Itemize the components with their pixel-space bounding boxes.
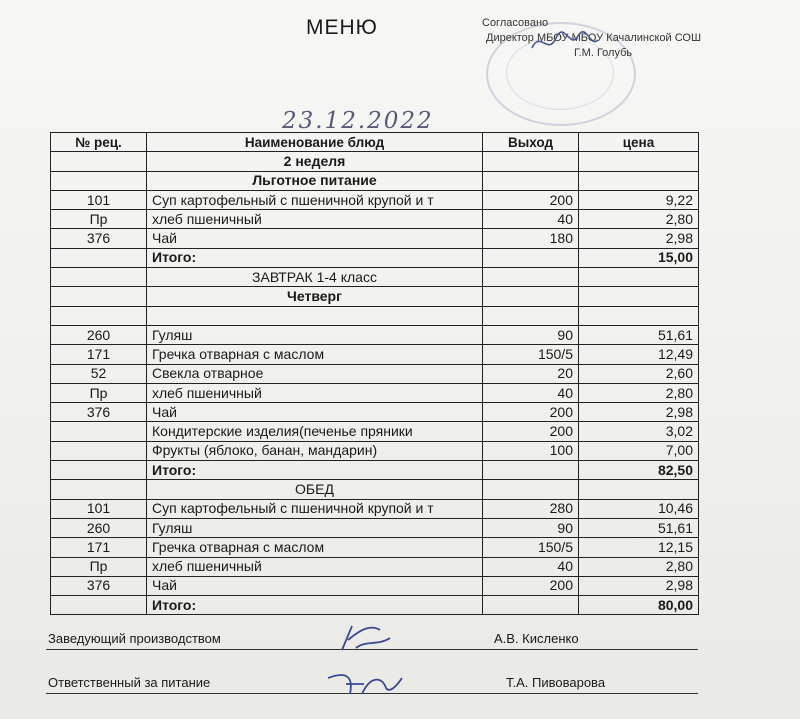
dish-output: 200 (483, 190, 579, 209)
menu-table (50, 132, 699, 615)
approval-line-1: Согласовано (482, 17, 549, 29)
col-header-name: Наименование блюд (147, 133, 483, 152)
total-value: 80,00 (579, 596, 699, 615)
recipe-num: Пр (51, 383, 147, 402)
section-title-row (51, 171, 699, 190)
menu-date: 23.12.2022 (282, 108, 434, 134)
total-label: Итого: (147, 596, 483, 615)
dish-output: 150/5 (483, 345, 579, 364)
recipe-num: 52 (51, 364, 147, 383)
table-row (51, 422, 699, 441)
responsible-label: Ответственный за питание (48, 675, 211, 690)
dish-output: 150/5 (483, 538, 579, 557)
recipe-num (51, 422, 147, 441)
responsible-name: Т.А. Пивоварова (506, 675, 606, 690)
dish-price: 51,61 (579, 325, 699, 344)
recipe-num: Пр (51, 557, 147, 576)
dish-name: Чай (147, 229, 483, 248)
dish-name: хлеб пшеничный (147, 383, 483, 402)
week-label: 2 неделя (147, 152, 483, 171)
dish-output: 100 (483, 441, 579, 460)
col-header-output: Выход (483, 133, 579, 152)
dish-output: 40 (483, 210, 579, 229)
dish-name: Гречка отварная с маслом (147, 538, 483, 557)
head-of-production-row (46, 628, 698, 650)
dish-price: 3,02 (579, 422, 699, 441)
dish-price: 2,80 (579, 557, 699, 576)
total-label: Итого: (147, 248, 483, 267)
recipe-num: 171 (51, 345, 147, 364)
dish-name: Суп картофельный с пшеничной крупой и т (147, 499, 483, 518)
dish-price: 10,46 (579, 499, 699, 518)
dish-price: 9,22 (579, 190, 699, 209)
recipe-num (51, 441, 147, 460)
dish-output: 180 (483, 229, 579, 248)
dish-name: Свекла отварное (147, 364, 483, 383)
table-row (51, 576, 699, 595)
table-row (51, 403, 699, 422)
table-row (51, 518, 699, 537)
signature-block (46, 628, 698, 694)
dish-name: Фрукты (яблоко, банан, мандарин) (147, 441, 483, 460)
head-of-production-label: Заведующий производством (48, 631, 221, 646)
dish-price: 2,80 (579, 383, 699, 402)
approval-line-2: Директор МБОУ МБОУ Качалинской СОШ (486, 32, 702, 44)
table-row (51, 383, 699, 402)
dish-price: 51,61 (579, 518, 699, 537)
dish-name: Чай (147, 576, 483, 595)
dish-output: 90 (483, 325, 579, 344)
dish-name: хлеб пшеничный (147, 557, 483, 576)
section-title-lgot: Льготное питание (147, 171, 483, 190)
table-header-row (51, 133, 699, 152)
dish-output: 90 (483, 518, 579, 537)
recipe-num: 260 (51, 518, 147, 537)
dish-name: Кондитерские изделия(печенье пряники (147, 422, 483, 441)
table-row (51, 345, 699, 364)
dish-name: Гуляш (147, 325, 483, 344)
dish-name: Суп картофельный с пшеничной крупой и т (147, 190, 483, 209)
recipe-num: 171 (51, 538, 147, 557)
col-header-price: цена (579, 133, 699, 152)
table-row (51, 229, 699, 248)
col-header-recipe: № рец. (51, 133, 147, 152)
responsible-row (46, 672, 698, 694)
table-row (51, 325, 699, 344)
section-title-lunch: ОБЕД (147, 480, 483, 499)
responsible-signature (324, 664, 404, 710)
dish-output: 200 (483, 403, 579, 422)
recipe-num: 376 (51, 576, 147, 595)
dish-output: 40 (483, 383, 579, 402)
empty-row (51, 306, 699, 325)
dish-name: Гречка отварная с маслом (147, 345, 483, 364)
recipe-num: 260 (51, 325, 147, 344)
recipe-num: Пр (51, 210, 147, 229)
dish-price: 12,49 (579, 345, 699, 364)
week-row (51, 152, 699, 171)
head-of-production-name: А.В. Кисленко (494, 631, 579, 646)
recipe-num: 376 (51, 403, 147, 422)
section-title-row (51, 268, 699, 287)
dish-price: 12,15 (579, 538, 699, 557)
dish-price: 2,98 (579, 229, 699, 248)
recipe-num: 101 (51, 190, 147, 209)
dish-output: 20 (483, 364, 579, 383)
section-title-breakfast: ЗАВТРАК 1-4 класс (147, 268, 483, 287)
total-row (51, 248, 699, 267)
recipe-num: 376 (51, 229, 147, 248)
table-row (51, 557, 699, 576)
dish-name: Гуляш (147, 518, 483, 537)
dish-output: 200 (483, 422, 579, 441)
table-row (51, 364, 699, 383)
total-row (51, 461, 699, 480)
dish-name: Чай (147, 403, 483, 422)
total-row (51, 596, 699, 615)
head-signature (336, 620, 396, 666)
total-value: 15,00 (579, 248, 699, 267)
dish-output: 40 (483, 557, 579, 576)
dish-name: хлеб пшеничный (147, 210, 483, 229)
table-row (51, 441, 699, 460)
section-title-row (51, 480, 699, 499)
dish-price: 2,80 (579, 210, 699, 229)
dish-output: 280 (483, 499, 579, 518)
recipe-num: 101 (51, 499, 147, 518)
page-title: МЕНЮ (306, 16, 378, 39)
dish-output: 200 (483, 576, 579, 595)
table-row (51, 210, 699, 229)
day-label: Четверг (147, 287, 483, 306)
table-row (51, 538, 699, 557)
table-row (51, 499, 699, 518)
dish-price: 2,98 (579, 403, 699, 422)
dish-price: 2,98 (579, 576, 699, 595)
dish-price: 2,60 (579, 364, 699, 383)
day-row (51, 287, 699, 306)
director-signature (530, 28, 600, 63)
total-value: 82,50 (579, 461, 699, 480)
table-row (51, 190, 699, 209)
approval-line-3: Г.М. Голубь (574, 47, 633, 59)
total-label: Итого: (147, 461, 483, 480)
dish-price: 7,00 (579, 441, 699, 460)
